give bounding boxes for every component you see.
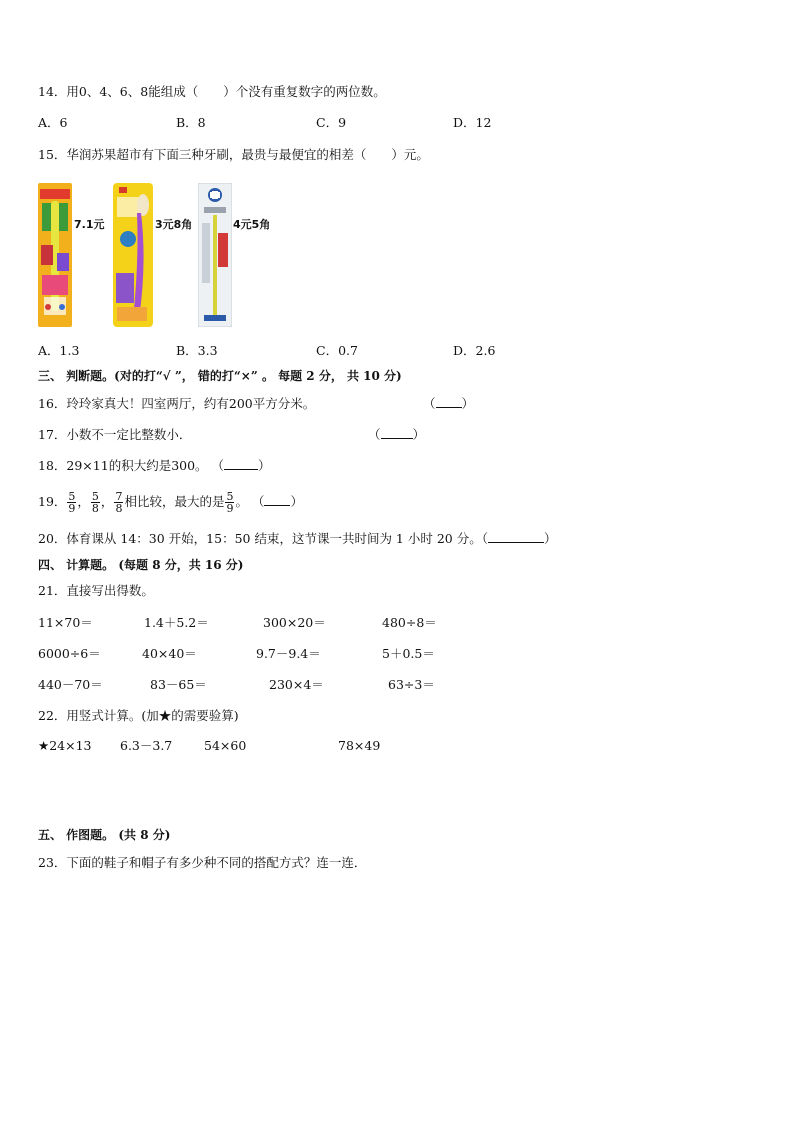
section-3-title: 三、 判断题。(对的打“√ ”， 错的打“×” 。 每题 2 分， 共 10 分) [38, 369, 402, 383]
calc-item[interactable]: 1.4＋5.2＝ [144, 615, 209, 630]
question-18 [38, 457, 271, 475]
toothbrush-2-price: 3元8角 [155, 218, 193, 231]
q14-option-a[interactable]: A．6 [38, 115, 68, 130]
vertical-calc-item[interactable]: 6.3－3.7 [120, 738, 173, 753]
q16-answer-blank[interactable] [423, 395, 474, 413]
numerator: 5 [226, 490, 234, 503]
q15-option-c[interactable]: C．0.7 [316, 343, 358, 358]
section-4-title: 四、 计算题。 (每题 8 分，共 16 分) [38, 558, 244, 572]
q20-text: 20．体育课从 14：30 开始，15：50 结束，这节课一共时间为 1 小时 20 分。（ [38, 531, 488, 546]
paren-close: ） [412, 427, 426, 442]
question-23: 23．下面的鞋子和帽子有多少种不同的搭配方式？连一连． [38, 855, 367, 870]
question-14: 14．用0、4、6、8能组成（ ）个没有重复数字的两位数。 [38, 84, 386, 99]
q15-option-b[interactable]: B．3.3 [176, 343, 218, 358]
numerator: 5 [68, 490, 76, 503]
question-22: 22．用竖式计算。(加★的需要验算) [38, 708, 239, 723]
separator: ， [77, 494, 90, 509]
calc-item[interactable]: 300×20＝ [263, 615, 326, 630]
q19-prefix: 19． [38, 494, 67, 509]
vertical-calc-item[interactable]: 78×49 [338, 738, 381, 753]
q15-option-a[interactable]: A．1.3 [38, 343, 80, 358]
denominator: 9 [226, 502, 234, 515]
q14-option-b[interactable]: B．8 [176, 115, 206, 130]
calc-item[interactable]: 63÷3＝ [388, 677, 435, 692]
calc-item[interactable]: 440－70＝ [38, 677, 103, 692]
denominator: 8 [91, 502, 99, 515]
q14-option-c[interactable]: C．9 [316, 115, 347, 130]
paren-open: （ [423, 396, 436, 411]
q17-answer-blank[interactable] [368, 426, 425, 444]
vertical-calc-item[interactable]: 54×60 [204, 738, 247, 753]
toothbrush-1-image [38, 183, 72, 330]
q18-answer-blank[interactable] [224, 457, 258, 470]
separator: ， [100, 494, 114, 509]
question-16: 16．玲玲家真大！四室两厅，约有200平方分米。 [38, 396, 316, 411]
fraction-5-8 [91, 491, 100, 514]
q15-option-d[interactable]: D．2.6 [453, 343, 496, 358]
q19-answer-blank[interactable] [264, 493, 290, 506]
q20-answer-blank[interactable] [488, 530, 544, 543]
question-20 [38, 530, 556, 548]
toothbrush-1-price: 7.1元 [74, 218, 105, 231]
blank-line [381, 426, 413, 439]
denominator: 9 [68, 502, 76, 515]
calc-item[interactable]: 11×70＝ [38, 615, 93, 630]
fraction-7-8 [114, 491, 123, 514]
calc-item[interactable]: 9.7－9.4＝ [256, 646, 321, 661]
calc-item[interactable]: 5＋0.5＝ [382, 646, 435, 661]
numerator: 5 [91, 490, 99, 503]
question-17: 17．小数不一定比整数小． [38, 427, 192, 442]
toothbrush-3-price: 4元5角 [233, 218, 271, 231]
calc-item[interactable]: 230×4＝ [269, 677, 324, 692]
fraction-5-9 [67, 491, 76, 514]
calc-item[interactable]: 83－65＝ [150, 677, 207, 692]
numerator: 7 [115, 490, 123, 503]
question-21: 21．直接写出得数。 [38, 583, 154, 598]
section-5-title: 五、 作图题。 (共 8 分) [38, 828, 171, 842]
paren-close: ） [543, 531, 557, 546]
paren-close: ） [461, 396, 475, 411]
paren-close: ） [258, 458, 271, 473]
denominator: 8 [115, 502, 123, 515]
toothbrush-2-image [113, 183, 153, 330]
calc-item[interactable]: 40×40＝ [142, 646, 197, 661]
q19-middle-text: 相比较，最大的是 [124, 494, 225, 509]
blank-line [436, 395, 462, 408]
q19-suffix: 。 （ [235, 494, 265, 509]
question-19 [38, 488, 303, 516]
paren-close: ） [290, 494, 303, 509]
vertical-calc-item[interactable]: ★24×13 [38, 738, 92, 753]
question-15: 15．华润苏果超市有下面三种牙刷，最贵与最便宜的相差（ ）元。 [38, 147, 429, 162]
calc-item[interactable]: 6000÷6＝ [38, 646, 101, 661]
paren-open: （ [368, 427, 381, 442]
toothbrush-3-image [198, 183, 232, 330]
q18-text: 18．29×11的积大约是300。 （ [38, 458, 225, 473]
calc-item[interactable]: 480÷8＝ [382, 615, 437, 630]
q14-option-d[interactable]: D．12 [453, 115, 492, 130]
fraction-5-9-answer [225, 491, 234, 514]
